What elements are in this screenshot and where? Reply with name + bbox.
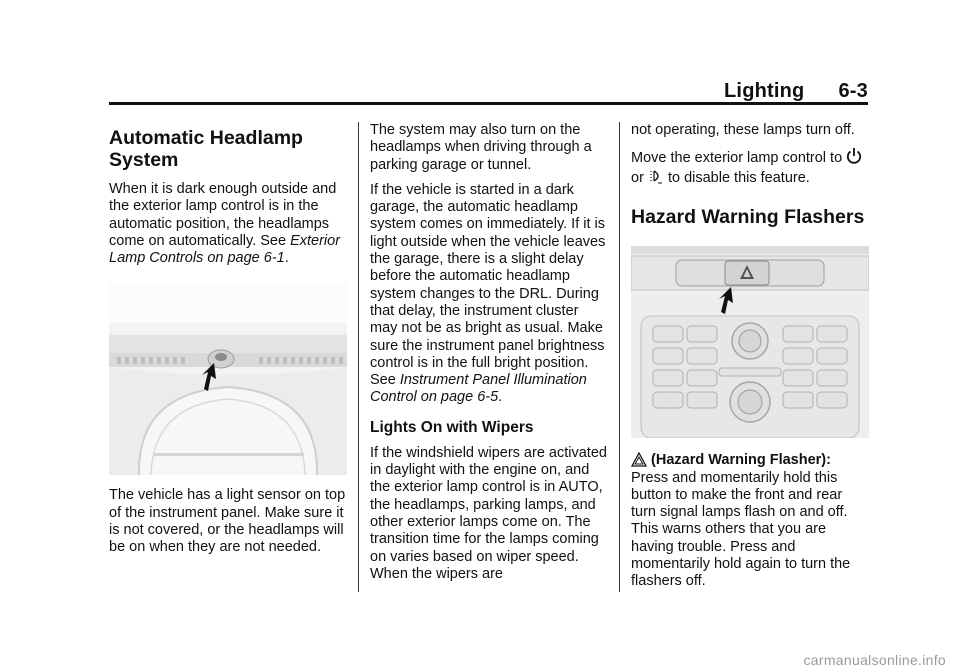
header-rule — [109, 102, 868, 105]
watermark: carmanualsonline.info — [803, 652, 946, 668]
section-title-hazard-warning-flashers: Hazard Warning Flashers — [631, 206, 865, 229]
header-page-number: 6-3 — [838, 80, 868, 102]
column-2 — [370, 122, 608, 591]
paragraph: not operating, these lamps turn off. — [631, 122, 855, 138]
subsection-title-lights-on-with-wipers: Lights On with Wipers — [370, 418, 534, 436]
paragraph: The system may also turn on the headlamps when driving through a parking garage or tunnel. — [370, 122, 592, 173]
paragraph: Move the exterior lamp control to or to disable this feature. — [631, 147, 871, 188]
headlamp-drl-icon — [648, 169, 664, 185]
hazard-triangle-icon — [631, 452, 647, 467]
cross-reference-link[interactable]: Instrument Panel Illumination Control on page 6-5 — [370, 372, 587, 406]
column-3 — [631, 122, 871, 599]
column-divider — [619, 122, 620, 592]
paragraph: If the vehicle is started in a dark garage, the automatic headlamp system comes on immediately. If it is light outside when the vehicle leaves the garage, there is a slight delay before the automatic headlamp system changes to the DRL. During that delay, the instrument cluster may not be as bright as usual. Make sure the instrument panel brightness control is in the full bright position. See Instrument Panel Illumination Control on page 6-5. — [370, 181, 606, 406]
header-section: Lighting — [724, 80, 805, 102]
column-divider — [358, 122, 359, 592]
hazard-label: (Hazard Warning Flasher): — [647, 452, 831, 469]
page-header — [724, 80, 868, 103]
column-1 — [109, 122, 349, 565]
cross-reference-link[interactable]: Exterior Lamp Controls on page 6-1 — [109, 232, 341, 267]
paragraph: The vehicle has a light sensor on top of the instrument panel. Make sure it is not covered, or the headlamps will be on when they are not needed. — [109, 487, 346, 556]
section-title-automatic-headlamp: Automatic Headlamp System — [109, 127, 303, 171]
dashboard-light-sensor-illustration — [109, 283, 347, 475]
paragraph: (Hazard Warning Flasher): Press and momentarily hold this button to make the front and rear turn signal lamps flash on and off. This warns others that you are having trouble. Press and momentarily hold again to turn the flashers off. — [631, 452, 851, 590]
hazard-button-console-illustration — [631, 246, 869, 438]
paragraph: If the windshield wipers are activated in daylight with the engine on, and the exterior lamp control is in AUTO, the headlamps, parking lamps, and other exterior lamps come on. The transition time for the lamps coming on varies based on wiper speed. When the wipers are — [370, 444, 607, 582]
paragraph: When it is dark enough outside and the exterior lamp control is in the automatic position, the headlamps come on automatically. See Exterior Lamp Controls on page 6-1. — [109, 181, 341, 267]
power-icon — [846, 147, 862, 165]
